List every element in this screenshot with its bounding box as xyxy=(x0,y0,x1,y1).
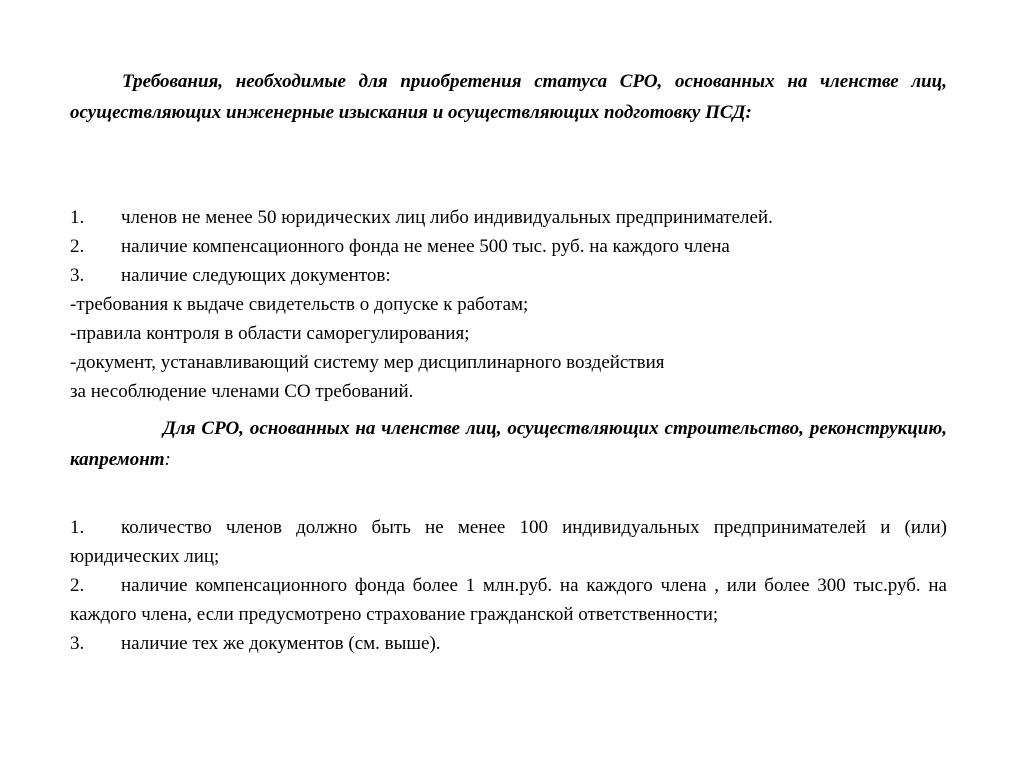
list-item-text: количество членов должно быть не менее 100 индивидуальных предпринимателей и (или) юридических лиц; xyxy=(70,517,947,567)
sub-list-item: за несоблюдение членами СО требований. xyxy=(70,381,414,402)
list-item-number: 1. xyxy=(70,517,85,538)
list-item-text: наличие тех же документов (см. выше). xyxy=(121,633,441,654)
section2-list xyxy=(70,513,947,658)
sub-list-item: -правила контроля в области саморегулирования; xyxy=(70,323,470,344)
list-item-number: 2. xyxy=(70,236,85,257)
list-item-text: наличие компенсационного фонда более 1 млн.руб. на каждого члена , или более 300 тыс.руб. на каждого члена, если предусмотрено страхование гражданской ответственности; xyxy=(70,575,947,625)
section2-heading-text: Для СРО, основанных на членстве лиц, осуществляющих строительство, реконструкцию, капремонт xyxy=(70,418,947,470)
section1-list xyxy=(70,203,947,406)
section2-heading-colon: : xyxy=(164,449,171,470)
list-item xyxy=(70,261,947,290)
list-item-text: наличие компенсационного фонда не менее 500 тыс. руб. на каждого члена xyxy=(121,236,730,257)
list-item-text: наличие следующих документов: xyxy=(121,265,391,286)
list-item-number: 3. xyxy=(70,265,85,286)
list-item xyxy=(70,203,947,232)
list-item-number: 3. xyxy=(70,633,85,654)
section1-heading: Требования, необходимые для приобретения статуса СРО, основанных на членстве лиц, осуществляющих инженерные изыскания и осуществляющих подготовку ПСД: xyxy=(70,71,947,123)
sub-list-item: -требования к выдаче свидетельств о допуске к работам; xyxy=(70,294,529,315)
list-item xyxy=(70,232,947,261)
list-item xyxy=(70,513,947,571)
list-item xyxy=(70,629,947,658)
list-item-number: 1. xyxy=(70,207,85,228)
list-item-text: членов не менее 50 юридических лиц либо индивидуальных предпринимателей. xyxy=(121,207,773,228)
section2-heading xyxy=(70,413,947,475)
list-item-number: 2. xyxy=(70,575,85,596)
sub-list-item: -документ, устанавливающий систему мер дисциплинарного воздействия xyxy=(70,352,665,373)
list-item xyxy=(70,571,947,629)
